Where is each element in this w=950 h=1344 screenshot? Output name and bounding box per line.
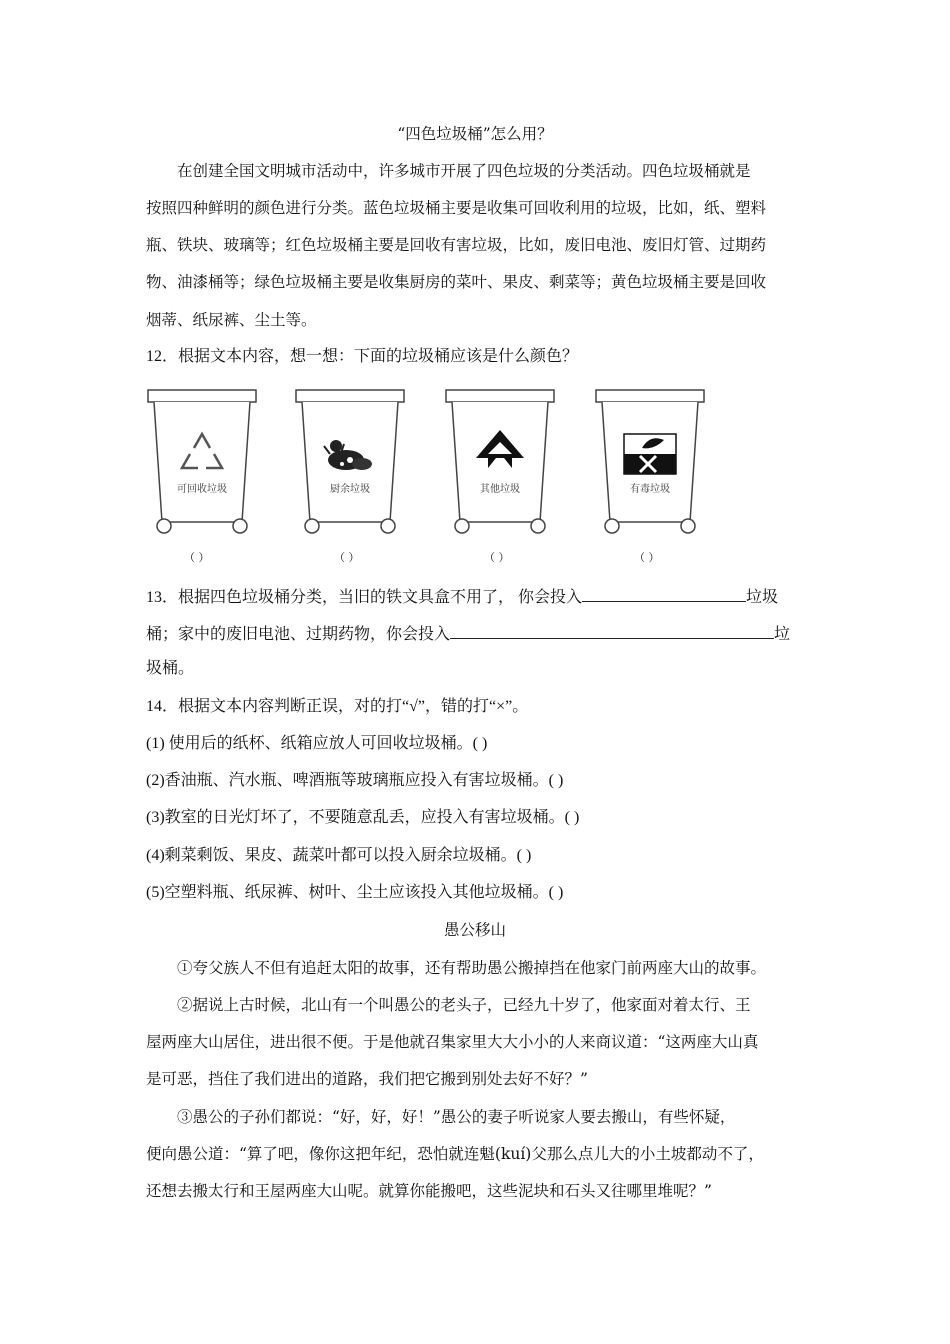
passage-line: 还想去搬太行和王屋两座大山呢。就算你能搬吧，这些泥块和石头又往哪里堆呢？” [146,1182,712,1200]
passage-line: ③愚公的子孙们都说：“好，好，好！”愚公的妻子听说家人要去搬山，有些怀疑， [177,1108,736,1126]
answer-blank[interactable]: （ ） [334,551,360,564]
trash-bin-recyclable [146,388,258,538]
answer-blank-line[interactable] [450,622,774,639]
trash-bin-hazardous [594,388,706,538]
trash-bin-icon [594,388,706,538]
passage-line: 物、油漆桶等；绿色垃圾桶主要是收集厨房的菜叶、果皮、剩菜等；黄色垃圾桶主要是回收 [146,273,767,291]
passage-line: 是可恶，挡住了我们进出的道路，我们把它搬到别处去好不好？” [146,1070,588,1088]
question-13-line-1 [146,585,778,608]
judgment-item: (2)香油瓶、汽水瓶、啤酒瓶等玻璃瓶应投入有害垃圾桶。( ) [146,772,564,789]
answer-blank[interactable]: （ ） [184,551,210,564]
question-14-prompt: 14．根据文本内容判断正误，对的打“√”，错的打“×”。 [146,698,529,715]
question-13-text: 垃 [774,626,791,643]
bin-label: 其他垃圾 [480,484,520,495]
answer-blank[interactable]: （ ） [484,551,510,564]
passage-title: 愚公移山 [443,921,506,939]
answer-blank[interactable]: （ ） [634,551,660,564]
judgment-item: (5)空塑料瓶、纸尿裤、树叶、尘土应该投入其他垃圾桶。( ) [146,884,564,901]
trash-bin-icon [294,388,406,538]
passage-line: 屋两座大山居住，进出很不便。于是他就召集家里大大小小的人来商议道：“这两座大山真 [146,1033,759,1051]
passage-line: 烟蒂、纸尿裤、尘土等。 [146,311,317,329]
question-13-text: 13．根据四色垃圾桶分类，当旧的铁文具盒不用了， 你会投入 [146,589,583,606]
question-13-line-3: 圾桶。 [146,660,195,677]
trash-bin-other [444,388,556,538]
question-12-prompt: 12．根据文本内容，想一想：下面的垃圾桶应该是什么颜色？ [146,348,579,365]
judgment-item: (3)教室的日光灯坏了，不要随意乱丢，应投入有害垃圾桶。( ) [146,809,580,826]
trash-bin-icon [444,388,556,538]
passage-line: ②据说上古时候，北山有一个叫愚公的老头子，已经九十岁了，他家面对着太行、王 [177,996,751,1014]
bin-label: 可回收垃圾 [177,484,227,495]
hazardous-icon [624,434,676,474]
passage-line: ①夸父族人不但有追赶太阳的故事，还有帮助愚公搬掉挡在他家门前两座大山的故事。 [177,959,767,977]
passage-line: 便向愚公道：“算了吧，像你这把年纪，恐怕就连魁(kuí)父那么点儿大的小土坡都动不了， [146,1145,764,1163]
question-13-text: 垃圾 [746,589,779,606]
passage-title: “四色垃圾桶”怎么用？ [397,125,553,143]
passage-line: 瓶、铁块、玻璃等；红色垃圾桶主要是回收有害垃圾，比如，废旧电池、废旧灯管、过期药 [146,236,767,254]
trash-bin-icon [146,388,258,538]
answer-blank-line[interactable] [582,585,746,602]
judgment-item: (1) 使用后的纸杯、纸箱应放人可回收垃圾桶。( ) [146,735,488,752]
question-13-line-2 [146,622,790,645]
bin-label: 厨余垃圾 [330,484,370,495]
passage-line: 按照四种鲜明的颜色进行分类。蓝色垃圾桶主要是收集可回收利用的垃圾，比如，纸、塑料 [146,199,767,217]
question-13-text: 桶；家中的废旧电池、过期药物，你会投入 [146,626,451,643]
passage-line: 在创建全国文明城市活动中，许多城市开展了四色垃圾的分类活动。四色垃圾桶就是 [177,162,751,180]
judgment-item: (4)剩菜剩饭、果皮、蔬菜叶都可以投入厨余垃圾桶。( ) [146,847,532,864]
trash-bin-food [294,388,406,538]
bin-label: 有毒垃圾 [630,484,670,495]
